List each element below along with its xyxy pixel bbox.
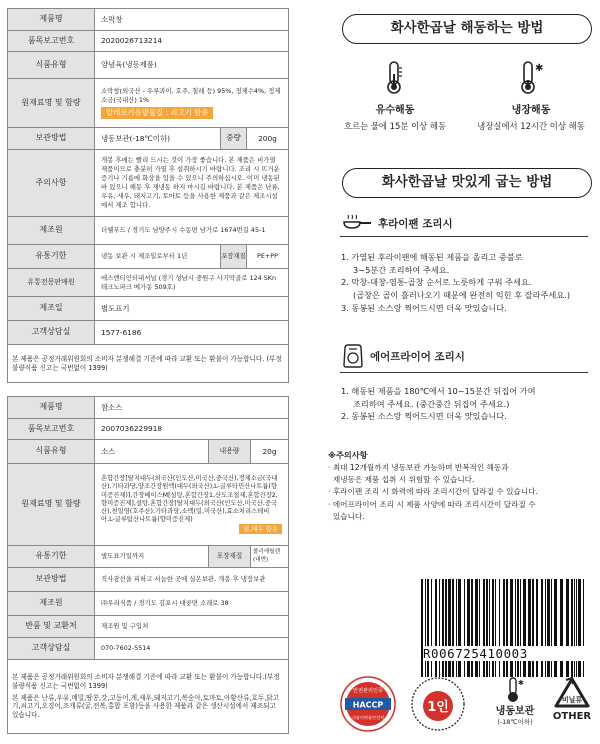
frying-pan-icon: [342, 214, 372, 232]
refund-note: 본 제품은 공정거래위원회의 소비자 분쟁해결 기준에 따라 교환 또는 환불이 가능합니다. (부정 불량식품 신고는 국번없이 1399): [8, 345, 289, 383]
value-storage: 냉동보관(-18℃이하): [95, 128, 221, 150]
label-product-name: 제품명: [8, 9, 95, 31]
value-customer-center: 1577-6186: [95, 321, 289, 345]
frozen-sub-text: (-18℃이하): [497, 718, 533, 726]
label-customer-center: 고객상담실: [8, 321, 95, 345]
value-weight: 200g: [246, 128, 288, 150]
label-report-number: 품목보고번호: [8, 31, 95, 52]
label-product-name: 제품명: [8, 397, 95, 419]
allergy-badge: 알레르기유발물질 : 쇠고기 함유: [101, 107, 213, 119]
value-product-name: 소막창: [95, 9, 289, 31]
allergy-badge: 밀,대두 함유: [239, 524, 282, 534]
pan-step-1-cont: 3~5분간 조리하여 주세요.: [353, 264, 450, 275]
value-storage: 직사광선을 피하고 서늘한 곳에 실온보관, 개봉 후 냉장보관: [95, 568, 289, 592]
caution-section: [328, 449, 590, 523]
label-food-type: 식품유형: [8, 52, 95, 79]
fridge-thaw-title: 냉장해동: [511, 105, 551, 116]
product-info-table-sauce: [7, 396, 289, 734]
recycle-logo: [548, 676, 596, 722]
airfryer-step-2: 2. 동봉된 소스랑 찍어드시면 더욱 맛있습니다.: [341, 411, 507, 422]
barcode: [421, 579, 589, 677]
label-expiry: 유통기한: [8, 546, 95, 568]
flowing-thaw-desc: 흐르는 물에 15분 이상 해동: [343, 121, 447, 131]
value-ingredients-cell: [95, 79, 289, 128]
pan-section-title: [342, 214, 453, 232]
pan-step-2: 2. 막창-대창-염통-곱창 순서로 노릇하게 구워 주세요.: [341, 277, 532, 288]
svg-text:✱: ✱: [535, 63, 544, 74]
label-manufacturer: 제조원: [8, 592, 95, 616]
haccp-badge-icon: [340, 676, 396, 732]
label-weight: 중량: [220, 128, 246, 150]
haccp-bottom-text: 식품의약품안전처: [351, 715, 385, 720]
label-packaging: 포장재질: [208, 546, 250, 568]
value-caution: 개봉 후에는 빨리 드시는 것이 가장 좋습니다. 본 제품은 비가열 제품이므로 충분히 가열 후 섭취하시기 바랍니다. 조리 시 뜨거운 증기나 기름에 화상을 입을 수 있으니 주의하십시오. 이미 냉동된 바 있으니 해동 후 재냉동 하지 마시길 바랍니다. 본 제품은 난류, 우유, 새우, 돼지고기, 토마토 등을 사용한 제품과 같은 제조시설에서 제조 합니다.: [95, 150, 289, 217]
airfryer-title: 에어프라이어 조리시: [370, 350, 465, 363]
value-food-type: 소스: [95, 440, 209, 464]
pan-title: 후라이팬 조리시: [378, 217, 453, 230]
pan-step-3: 3. 동봉된 소스랑 찍어드시면 더욱 맛있습니다.: [341, 302, 507, 313]
caution-line-3: · 후라이팬 조리 시 화력에 따라 조리시간이 달라질 수 있습니다.: [328, 487, 538, 497]
one-serving-logo: [410, 676, 466, 734]
flowing-thaw-title: 유수해동: [375, 105, 415, 116]
label-report-number: 품목보고번호: [8, 419, 95, 440]
value-return-exchange: 제조원 및 구입처: [95, 616, 289, 638]
value-distributor: 에스엔티인터내셔널 (경기 성남시 중원구 사기막골로 124 SKn 테크노파크 메가동 509호): [95, 269, 289, 297]
label-food-type: 식품유형: [8, 440, 95, 464]
label-manufacturer: 제조원: [8, 217, 95, 245]
caution-line-2: 재냉동은 제품 섭취 시 위험할 수 있습니다.: [328, 475, 475, 485]
recycle-top-text: 비닐류: [561, 696, 583, 704]
pan-step-1: 1. 가열된 후라이팬에 해동된 제품을 올리고 중불로: [341, 252, 523, 262]
thaw-fridge: [466, 60, 596, 132]
value-customer-center: 070-7602-5514: [95, 638, 289, 660]
caution-line-4: · 에어프라이어 조리 시 제품 사양에 따라 조리시간이 달라질 수: [328, 499, 536, 509]
airfryer-step-1-cont: 조리하여 주세요. (중간중간 뒤집어 주세요.): [353, 398, 510, 409]
label-return-exchange: 반품 및 교환처: [8, 616, 95, 638]
value-ingredients: 혼합간장[탈지대두(외국산(인도산,미국산,중국산),정제소금(국내산),기타과당,양조간장원액(대두(외국산),L-글루타민산나트륨(향미증진제)],간장베이스M[설탕,혼합간장1,산도조절제,혼합간장2,향미증진제],설탕,혼합간장[탈지대두(외국산(인도산,미국산,중국산),천일염(호주산),기타과당,소맥(밀,미국산),효소처리스테비아,L-글루탐산나트륨(향미증진제): [101, 474, 278, 524]
airfryer-steps: [341, 385, 591, 423]
value-expiry: 별도표기일까지: [95, 546, 209, 568]
value-report-number: 2020026713214: [95, 31, 289, 52]
label-content: 내용량: [208, 440, 250, 464]
svg-text:✱: ✱: [518, 679, 524, 687]
label-caution: 주의사항: [8, 150, 95, 217]
label-packaging: 포장재질: [220, 245, 246, 269]
airfryer-section-title: [342, 344, 465, 368]
thaw-title: 화사한곱날 해동하는 방법: [342, 14, 592, 44]
product-info-table-makchang: [7, 8, 289, 383]
notes-cell: [8, 660, 289, 734]
refund-note: 본 제품은 공정거래위원회의 소비자 분쟁해결 기준에 따라 교환 또는 환불이 가능합니다.(부정 불량식품 신고는 국번없이 1399): [12, 672, 280, 690]
frozen-text: 냉동보관: [495, 706, 535, 717]
value-packaging: 폴리에틸렌(내면): [250, 546, 288, 568]
value-expiry: 냉동 보관 시 제조일로부터 1년: [95, 245, 221, 269]
value-manufacturer: 더웰푸드 / 경기도 남양주시 수동면 남가로 1674번길 45-1: [95, 217, 289, 245]
pan-step-2-cont: (곱창은 곱이 흘러나오기 때문에 완전히 익힌 후 잘라주세요.): [353, 290, 571, 301]
frozen-logo: [488, 676, 542, 726]
thermometer-snow-icon: [505, 676, 525, 704]
thaw-flowing: [330, 60, 460, 132]
label-ingredients: 원재료명 및 함량: [8, 79, 95, 128]
facility-note: 본 제품은 난류,우유,메밀,땅콩,갓,고등어,게,새우,돼지고기,복숭아,토마토,아황산류,호두,닭고기,쇠고기,오징어,조개류(굴,전복,홍합 포함)등을 사용한 제품과 같은 생산시설에서 제조되고 있습니다.: [12, 693, 280, 720]
caution-title: ※주의사항: [328, 450, 368, 460]
label-expiry: 유통기한: [8, 245, 95, 269]
label-storage: 보관방법: [8, 128, 95, 150]
label-manufacture-date: 제조일: [8, 297, 95, 321]
value-food-type: 양념육(냉동제품): [95, 52, 289, 79]
pan-underline: [340, 236, 588, 237]
label-distributor: 유통전문판매원: [8, 269, 95, 297]
recycle-text: OTHER: [552, 711, 592, 722]
value-manufacture-date: 별도표기: [95, 297, 289, 321]
caution-line-1: · 최대 12개월까지 냉동보관 가능하며 반복적인 해동과: [328, 463, 509, 473]
label-storage: 보관방법: [8, 568, 95, 592]
thermometer-icon: [383, 60, 407, 96]
airfryer-step-1: 1. 해동된 제품을 180℃에서 10~15분간 뒤집어 가며: [341, 386, 536, 396]
value-report-number: 2007036229918: [95, 419, 289, 440]
label-ingredients: 원재료명 및 함량: [8, 464, 95, 546]
airfryer-underline: [340, 372, 588, 373]
label-customer-center: 고객상담실: [8, 638, 95, 660]
haccp-logo: [340, 676, 398, 734]
value-ingredients-cell: [95, 464, 289, 546]
value-manufacturer: ㈜우리식품 / 경기도 김포시 대곶면 소래로 38: [95, 592, 289, 616]
recycle-icon: [550, 676, 594, 710]
value-content: 20g: [250, 440, 288, 464]
thermometer-snow-icon: [517, 60, 545, 96]
one-serving-text: 1인: [427, 700, 449, 715]
haccp-top-text: 안전관리인증: [352, 688, 384, 694]
value-packaging: PE+PP: [246, 245, 288, 269]
caution-line-5: 있습니다.: [328, 511, 365, 521]
haccp-text: HACCP: [352, 700, 384, 710]
one-serving-badge-icon: [410, 676, 466, 732]
value-product-name: 참소스: [95, 397, 289, 419]
fridge-thaw-desc: 냉장실에서 12시간 이상 해동: [477, 121, 585, 131]
pan-steps: [341, 251, 591, 315]
value-ingredients: 소막창(외국산 - 우루과이, 호주, 칠레 등) 95%, 정제수4%, 정제소금(국내산) 1%: [101, 86, 281, 104]
air-fryer-icon: [342, 344, 364, 368]
cook-title: 화사한곱날 맛있게 굽는 방법: [342, 168, 592, 198]
barcode-number: R006725410003: [423, 646, 587, 661]
